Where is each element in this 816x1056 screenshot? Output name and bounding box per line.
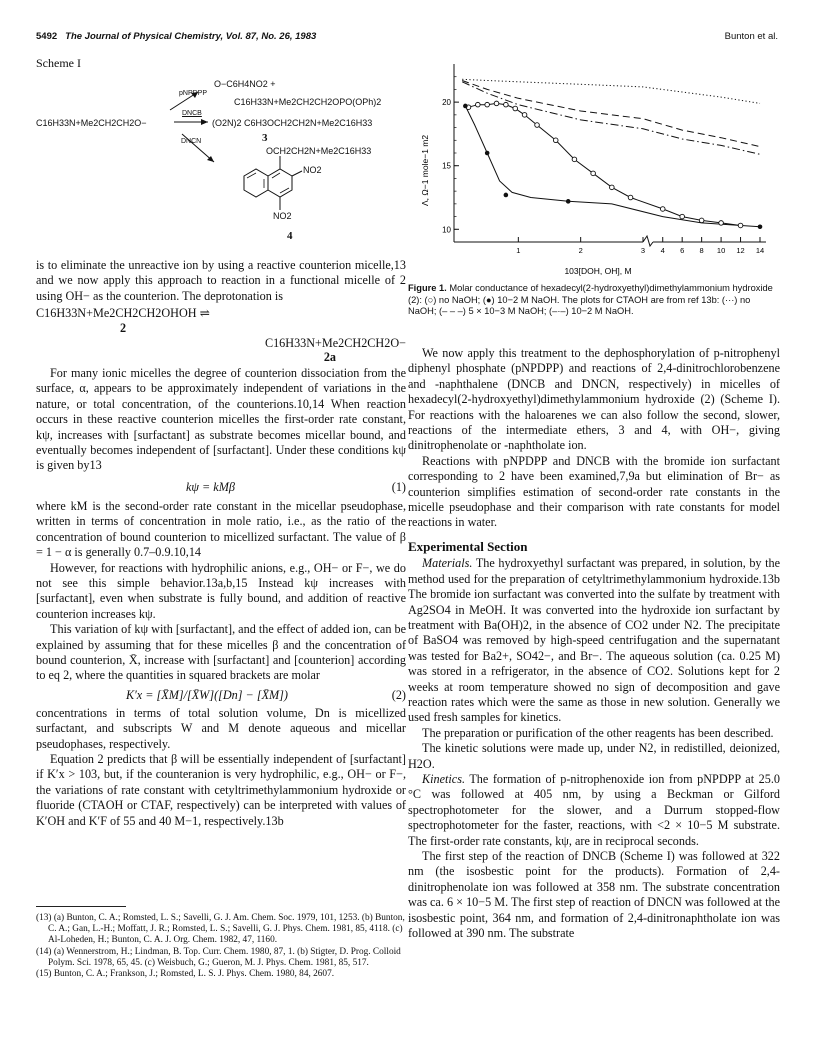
data-point-open	[610, 185, 615, 190]
paragraph: is to eliminate the unreactive ion by using a reactive counterion micelle,13 and we now apply this approach to reaction in a functional micelle of 2 using OH− as the counterion. The deprotonation is	[36, 258, 406, 303]
materials-paragraph	[408, 556, 780, 725]
naph-substituent-no2-right: NO2	[303, 165, 322, 175]
compound-number-2: 2	[120, 320, 127, 335]
paragraph: concentrations in terms of total solution volume, Dn is micellized surfactant, and subscripts W and M denote aqueous and micellar pseudophases, respectively.	[36, 705, 406, 751]
y-tick-label: 10	[442, 225, 451, 235]
deprotonation-equation-left	[36, 306, 406, 333]
subhead-materials: Materials.	[422, 556, 473, 571]
kinetics-paragraph	[408, 772, 780, 849]
data-point-filled	[504, 193, 509, 198]
x-tick-label: 12	[736, 246, 745, 255]
x-tick-label: 3	[640, 246, 646, 255]
dncb-label: DNCB	[182, 110, 202, 117]
paragraph: Reactions with pNPDPP and DNCB with the bromide ion surfactant corresponding to 2 have been examined,7,9a but elimination of Br− as counterion simplifies estimation of second-order rate constants in the micelle pseudophase and their comparison with rate constants for model reactions in water.	[408, 453, 780, 530]
footnote-14: (14) (a) Wennerstrom, H.; Lindman, B. Top. Curr. Chem. 1980, 87, 1. (b) Stigter, D. Prog. Colloid Polym. Sci. 1978, 65, 45. (c) Weisbuch, G.; Gueron, M. J. Phys. Chem. 1981, 85, 517.	[36, 946, 401, 968]
caption-label: Figure 1.	[408, 283, 447, 293]
x-tick-label: 6	[680, 246, 685, 255]
footnote-15: (15) Bunton, C. A.; Frankson, J.; Romsted, L. S. J. Phys. Chem. 1980, 84, 2607.	[36, 969, 335, 980]
compound-number-4: 4	[287, 230, 293, 242]
caption-text: Molar conductance of hexadecyl(2-hydroxyethyl)dimethylammonium hydroxide (2): (○) no NaOH; (●) 10−2 M NaOH. The plots for CTAOH are from ref 13b: (···) no NaOH; (– – –) 5 × 10−3 M NaOH; (–·–) 10−2 M NaOH.	[408, 283, 773, 317]
conductance-chart	[416, 56, 780, 280]
data-point-filled	[463, 104, 468, 109]
section-heading: Experimental Section	[408, 538, 528, 554]
series-line-open-circle	[469, 103, 741, 225]
equation-1-body: kψ = kMβ	[186, 479, 235, 494]
data-point-open	[535, 123, 540, 128]
axis-break	[643, 236, 653, 246]
scheme-diagram	[36, 70, 406, 260]
pnpdpp-label: pNPDPP	[179, 90, 208, 97]
product-ether-3: (O2N)2 C6H3OCH2CH2N+Me2C16H33	[212, 118, 373, 128]
data-point-open	[719, 221, 724, 226]
data-point-open	[699, 218, 704, 223]
kinetics-text: The formation of p-nitrophenoxide ion from pNPDPP at 25.0 °C was followed at 405 nm, by using a Beckman or Gilford spectrophotometer for the slower, and a Durrum stopped-flow spectrophotometer for the faster, reactions, with <2 × 10−5 M substrate. The first-order rate constants, kψ, are in reciprocal seconds.	[408, 771, 780, 848]
paragraph: Equation 2 predicts that β will be essentially independent of [surfactant] if K′x > 103, but, if the counteranion is very hydrophilic, e.g., OH− or F−, the variations of rate constant with cetyltrimethylammonium hydroxide or fluoride (CTAOH or CTAF, respectively) can be interpreted with values of K′OH and K′F of 55 and 40 M−1, respectively.13b	[36, 751, 406, 828]
data-point-open	[572, 157, 577, 162]
data-point-open	[522, 113, 527, 118]
data-point-open	[494, 101, 499, 106]
footnotes	[36, 913, 406, 980]
data-point-open	[513, 106, 518, 111]
x-tick-label: 8	[699, 246, 704, 255]
paragraph: We now apply this treatment to the dephosphorylation of p-nitrophenyl diphenyl phosphate (pNPDPP) and reactions of 2,4-dinitrochlorobenzene and -naphthalene (DNCB and DNCN, respectively) in micelles of hexadecyl(2-hydroxyethyl)dimethylammonium hydroxide (2) (Scheme I). For reactions with the haloarenes we can also follow the second, slower, reactions of the intermediate ethers, 3 and 4, with OH−, giving dinitrophenolate or -naphtholate ion.	[408, 346, 780, 453]
x-tick-label: 10	[716, 246, 726, 255]
data-point-open	[485, 102, 490, 107]
materials-text: The hydroxyethyl surfactant was prepared, in solution, by the method used for the preparation of cetyltrimethylammonium hydroxide.13b The bromide ion surfactant was converted into the sulfate by treatment with Ag2SO4 in MeOH. It was converted into the hydroxide ion surfactant by treatment with Ba(OH)2, in the absence of CO2 under N2. The precipitate of BaSO4 was removed by high-speed centrifugation and the supernatant was tested for Ba2+, SO42−, and Br−. The aqueous solution (ca. 0.25 M) was stored in a refrigerator, in the absence of CO2. Solutions kept for 2 weeks at room temperature showed no sign of decomposition and gave reaction rates which were the same as those in new solution. Generally we used fresh samples for kinetics.	[408, 556, 781, 725]
dncn-label: DNCN	[181, 138, 202, 145]
paragraph: However, for reactions with hydrophilic anions, e.g., OH− or F−, we do not see this simple behavior.13a,b,15 Instead kψ increases with [surfactant], even when substrate is fully bound, and addition of reactive counterion increases kψ.	[36, 560, 406, 621]
figure-1-caption	[408, 283, 780, 318]
x-tick-label: 2	[578, 246, 583, 255]
running-header-left	[36, 31, 316, 42]
footnote-rule	[36, 906, 126, 907]
x-axis-label: 103[DOH, OH], M	[564, 266, 632, 276]
series-line-dotted	[462, 79, 760, 103]
x-tick-label: 4	[660, 246, 665, 255]
y-axis-label: Λ, Ω−1 mole−1 m2	[420, 134, 430, 206]
running-header-authors: Bunton et al.	[724, 31, 778, 42]
paragraph: The kinetic solutions were made up, under N2, in redistilled, deionized, H2O.	[408, 741, 780, 771]
data-point-open	[553, 138, 558, 143]
deprotonation-product: C16H33N+Me2CH2CH2O−	[264, 335, 406, 350]
x-tick-label: 1	[516, 246, 521, 255]
page-number: 5492	[36, 31, 58, 42]
equation-2-body: K′x = [X̄M]/[X̄W]([Dn] − [X̄M])	[126, 687, 288, 702]
subhead-kinetics: Kinetics.	[422, 771, 465, 786]
right-column	[408, 346, 780, 941]
data-point-open	[591, 171, 596, 176]
product-pnp: O−C6H4NO2 +	[214, 79, 276, 89]
product-phosphate: C16H33N+Me2CH2CH2OPO(OPh)2	[234, 97, 382, 107]
series-line-dash-dot	[462, 82, 760, 155]
paragraph: For many ionic micelles the degree of counterion dissociation from the surface, α, appears to be approximately independent of variations in the nature, or total concentration, of the counterions.10,14 When reaction occurs in these reactive counterion micelles the first-order rate constant, kψ, increases with [surfactant] as substrate becomes micellar bound, and eventually becomes independent of [surfactant]. Under these conditions kψ is given by13	[36, 366, 406, 473]
equation-2-number: (2)	[391, 687, 406, 702]
data-point-open	[628, 195, 633, 200]
deprotonation-equation-right	[36, 336, 406, 363]
series-line-dashed	[462, 81, 760, 147]
chart-curves	[462, 79, 760, 226]
data-point-open	[660, 207, 665, 212]
left-column	[36, 258, 406, 829]
figure-1	[416, 56, 780, 280]
x-tick-label: 14	[755, 246, 765, 255]
paragraph: where kM is the second-order rate constant in the micellar pseudophase, written in terms of concentration in mole ratio, i.e., as the ratio of the concentration of bound counterion to micellized surfactant. The value of β = 1 − α is generally 0.7–0.9.10,14	[36, 498, 406, 560]
data-point-open	[504, 102, 509, 107]
data-point-filled	[485, 151, 490, 156]
chart-points	[463, 101, 762, 229]
paragraph: The preparation or purification of the other reagents has been described.	[422, 725, 774, 740]
compound-number-2a: 2a	[323, 350, 336, 365]
y-tick-label: 15	[442, 161, 451, 171]
y-tick-label: 20	[442, 98, 451, 108]
data-point-filled	[758, 224, 763, 229]
paragraph: This variation of kψ with [surfactant], and the effect of added ion, can be explained by assuming that for these micelles β and the concentration of bound counterion, X̄, increase with [surfactant] and [counterion] according to eq 2, where the quantities in squared brackets are molar	[36, 622, 406, 683]
deprotonation-reactant: C16H33N+Me2CH2CH2OHOH ⇌	[36, 306, 210, 321]
paragraph: The first step of the reaction of DNCB (Scheme I) was followed at 322 nm (the isosbestic point for the products). Formation of 2,4-dinitrophenolate ion was followed at 358 nm. The substrate concentration was ca. 6 × 10−5 M. The first step of reaction of DNCN was followed at the isosbestic point, 364 nm, and formation of 2,4-dinitronaphtholate ion was followed at 390 nm. The substrate	[408, 849, 780, 941]
equation-2	[36, 686, 406, 706]
journal-title: The Journal of Physical Chemistry, Vol. 87, No. 26, 1983	[65, 31, 317, 42]
compound-number-3: 3	[262, 132, 268, 144]
naph-substituent-top: OCH2CH2N+Me2C16H33	[266, 146, 372, 156]
data-point-filled	[566, 199, 571, 204]
footnote-13: (13) (a) Bunton, C. A.; Romsted, L. S.; Savelli, G. J. Am. Chem. Soc. 1979, 101, 1253. (b) Bunton, C. A.; Gan, L.-H.; Moffatt, J. R.; Romsted, L. S.; Savelli, G. J. Phys. Chem. 1981, 85, 4118. (c) Al-Loheden, H.; Bunton, C. A. J. Org. Chem. 1982, 47, 1160.	[36, 913, 405, 946]
equation-1-number: (1)	[391, 479, 406, 494]
data-point-open	[738, 223, 743, 228]
data-point-open	[476, 102, 481, 107]
equation-1	[36, 477, 406, 499]
scheme-title: Scheme I	[36, 56, 81, 70]
chart-axes	[442, 64, 766, 255]
naph-substituent-no2-bottom: NO2	[273, 211, 292, 221]
data-point-open	[680, 214, 685, 219]
scheme-reactant: C16H33N+Me2CH2CH2O−	[36, 118, 147, 128]
